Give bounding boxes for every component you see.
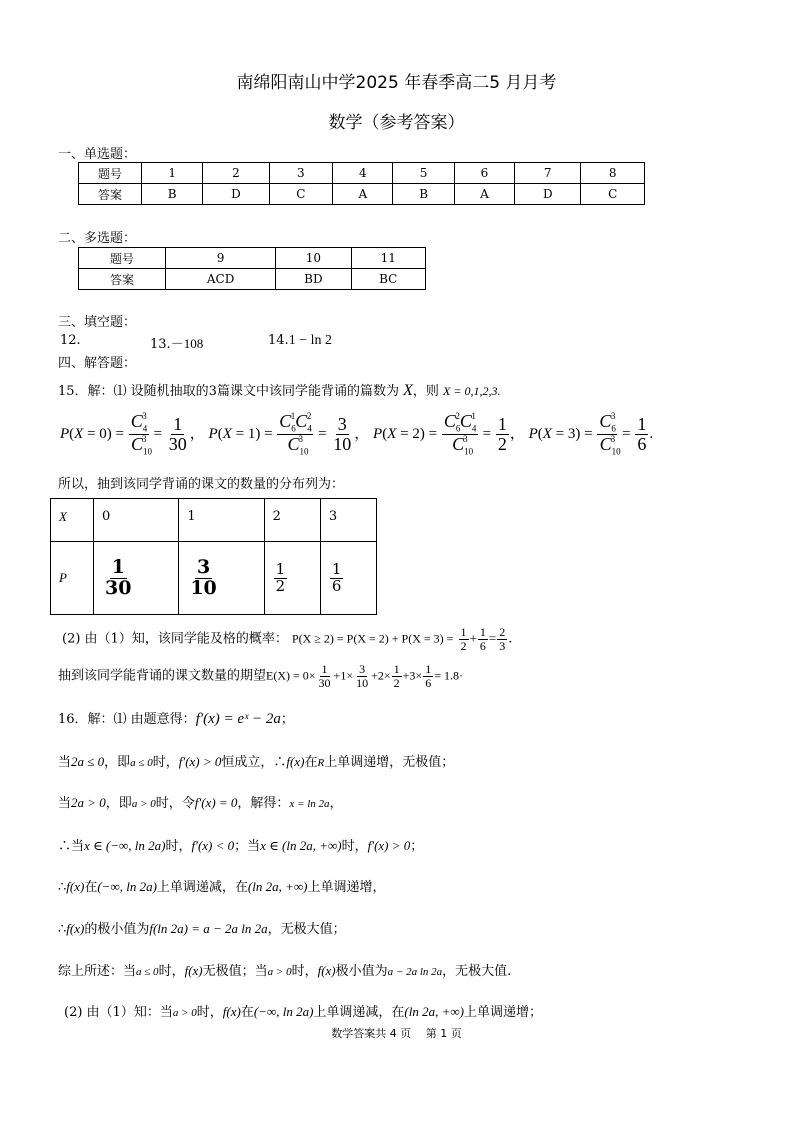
q16-text: ，无极大值. — [442, 964, 512, 979]
single-choice-table — [78, 162, 645, 205]
q15-part2-text: (2) 由（1）知，该同学能及格的概率： — [62, 631, 288, 647]
multi-choice-number: 10 — [276, 248, 351, 269]
single-choice-answer: C — [581, 184, 645, 205]
q16-text: 时， — [158, 964, 185, 979]
q16-math: f(ln 2a) = a − 2a ln 2a — [149, 921, 268, 936]
q16-line2 — [58, 751, 454, 770]
dist-p-num: 1 — [331, 559, 342, 578]
dist-x-value: 3 — [320, 499, 376, 542]
q16-text: ∴ — [58, 922, 67, 937]
q16-text: 上单调递增，无极值； — [324, 755, 455, 770]
single-choice-row1-label: 题号 — [79, 163, 142, 184]
q16-text: 上单调递减，在 — [156, 880, 248, 895]
q16-text: ∴当 — [58, 839, 85, 854]
single-choice-number: 5 — [393, 163, 454, 184]
q16-text: 时， — [196, 1005, 223, 1020]
q16-line5 — [58, 876, 386, 895]
q14-answer: 1 − ln 2 — [288, 333, 332, 348]
q16-math: R — [317, 757, 325, 769]
q16-text: ，无极大值； — [267, 922, 346, 937]
q15-distribution-table — [50, 498, 377, 615]
q16-math: x ∈ (ln 2a, +∞) — [260, 838, 342, 853]
q16-line7 — [58, 960, 511, 979]
multi-choice-number: 9 — [166, 248, 276, 269]
q16-text: (2) 由（1）知：当 — [64, 1005, 173, 1020]
q16-text: 当 — [58, 755, 72, 770]
single-choice-number: 3 — [269, 163, 333, 184]
q15-intro-var: X — [403, 382, 413, 399]
q16-math: f′(x) = 0 — [194, 795, 238, 810]
section-single-choice: 一、单选题： — [58, 147, 137, 162]
q16-math: x ∈ (−∞, ln 2a) — [84, 838, 166, 853]
multi-choice-answer: BC — [351, 269, 425, 290]
dist-p-cell — [264, 542, 320, 615]
q16-line6 — [58, 918, 346, 937]
q16-text: 上单调递增， — [307, 880, 386, 895]
q16-math: f(x) — [222, 1004, 241, 1019]
q16-math: (ln 2a, +∞) — [404, 1004, 464, 1019]
dist-p-den: 30 — [105, 576, 132, 599]
dist-p-cell — [94, 542, 179, 615]
multi-choice-table — [78, 247, 426, 290]
q16-text: 上单调递增； — [463, 1005, 542, 1020]
q16-line3 — [58, 792, 343, 811]
single-choice-answer: D — [515, 184, 581, 205]
q15-intro — [58, 380, 500, 400]
q16-text: 综上所述：当 — [58, 964, 137, 979]
section-solutions: 四、解答题： — [58, 356, 137, 371]
single-choice-number: 7 — [515, 163, 581, 184]
q15-probabilities: P(X = 0) = $\frac{C_4^3}{C_{10}^3}$ = $\frac{1}{30}$ ， P(X = 1) = $\frac{C_6^1C_4^2}{C_{10}^3}$ = $\frac{3}{10}$ ， P(X = 2) = $\frac{C_6^2C_4^1}{C_{10}^3}$ = $\frac{1}{2}$ ， P(X = 3) = $\frac{C_6^3}{C_{10}^3}$ = $\frac{1}{6}$ . — [60, 411, 654, 457]
q16-line1-end: ； — [280, 712, 294, 727]
q16-math: a − 2a ln 2a — [387, 966, 443, 978]
single-choice-row2-label: 答案 — [79, 184, 142, 205]
q15-intro-values: X = 0,1,2,3. — [443, 384, 501, 398]
q16-math: a > 0 — [131, 798, 156, 810]
section-fill-blank: 三、填空题： — [58, 315, 137, 330]
dist-x-label: X — [51, 499, 94, 542]
multi-choice-row2-label: 答案 — [79, 269, 166, 290]
multi-choice-answer: ACD — [166, 269, 276, 290]
q16-text: 无极值；当 — [202, 964, 268, 979]
dist-x-value: 0 — [94, 499, 179, 542]
q13-label: 13. — [150, 337, 171, 352]
dist-p-num: 1 — [275, 559, 286, 578]
q16-math: f′(x) < 0 — [191, 838, 235, 853]
single-choice-answer: C — [269, 184, 333, 205]
q16-math: 2a ≤ 0 — [71, 754, 105, 769]
q12-label: 12. — [60, 333, 81, 348]
q16-text: 时， — [165, 839, 192, 854]
q16-line4 — [58, 835, 423, 854]
q15-expect-text: 抽到该同学能背诵的课文数量的期望 — [58, 668, 267, 684]
q16-text: ；当 — [234, 839, 261, 854]
dist-x-value: 1 — [179, 499, 264, 542]
q16-text: 在 — [240, 1005, 254, 1020]
q16-text: ，即 — [105, 796, 132, 811]
dist-p-label: P — [51, 542, 94, 615]
q15-dist-intro: 所以，抽到该同学背诵的课文的数量的分布列为： — [58, 477, 345, 492]
q16-line1-formula: f′(x) = eˣ − 2a — [195, 711, 281, 727]
q16-line1 — [58, 708, 294, 728]
q13-answer: －108 — [170, 336, 204, 351]
dist-p-den: 2 — [275, 576, 286, 595]
q16-math: f(x) — [286, 754, 305, 769]
q16-text: 在 — [84, 880, 98, 895]
q15-part2-formula: P(X ≥ 2) = P(X = 2) + P(X = 3) = — [291, 631, 454, 646]
q15-expect-formula: E(X) = 0× — [266, 668, 316, 683]
q16-text: ； — [410, 839, 424, 854]
single-choice-number: 6 — [454, 163, 514, 184]
dist-p-cell — [179, 542, 264, 615]
q16-math: (−∞, ln 2a) — [97, 879, 157, 894]
q16-text: 的极小值为 — [84, 922, 150, 937]
q16-math: f(x) — [317, 963, 336, 978]
q13-answer-line — [150, 333, 203, 352]
q16-math: f′(x) > 0 — [178, 754, 222, 769]
q16-math: 2a > 0 — [71, 795, 106, 810]
dist-p-num: 1 — [111, 555, 125, 578]
page-footer: 数学答案共 4 页 第 1 页 — [331, 1027, 462, 1040]
q16-math: a ≤ 0 — [136, 966, 159, 978]
q16-text: 极小值为 — [335, 964, 388, 979]
multi-choice-number: 11 — [351, 248, 425, 269]
q16-text: 在 — [304, 755, 318, 770]
multi-choice-row1-label: 题号 — [79, 248, 166, 269]
single-choice-answer: B — [393, 184, 454, 205]
q16-math: f′(x) > 0 — [367, 838, 411, 853]
q16-text: 时， — [152, 755, 179, 770]
dist-p-den: 6 — [331, 576, 342, 595]
q15-expectation: 抽到该同学能背诵的课文数量的期望E(X) = 0× $\frac{1}{30}$ +1× $\frac{3}{10}$ +2× $\frac{1}{2}$ +3× $\frac{1}{6}$ = 1.8· — [58, 662, 463, 690]
single-choice-number: 8 — [581, 163, 645, 184]
q16-text: 上单调递减，在 — [313, 1005, 405, 1020]
q16-text: 当 — [58, 796, 72, 811]
q16-text: 时，令 — [155, 796, 195, 811]
single-choice-answer: A — [333, 184, 393, 205]
q16-math: f(x) — [66, 879, 85, 894]
q16-text: ， — [329, 796, 343, 811]
q16-math: f(x) — [66, 921, 85, 936]
q14-answer-line — [268, 333, 332, 349]
q16-math: a > 0 — [267, 966, 292, 978]
single-choice-answer: A — [454, 184, 514, 205]
q16-math: a ≤ 0 — [130, 757, 153, 769]
q16-math: a > 0 — [172, 1007, 197, 1019]
q14-label: 14. — [268, 333, 289, 348]
multi-choice-answer: BD — [276, 269, 351, 290]
q15-intro-then: ，则 — [412, 384, 439, 399]
single-choice-number: 2 — [203, 163, 269, 184]
q16-line1-label: 16．解：⑴ 由题意得： — [58, 712, 196, 727]
section-multi-choice: 二、多选题： — [58, 231, 137, 246]
page-title: 南绵阳南山中学2025 年春季高二5 月月考 — [236, 73, 557, 93]
dist-x-value: 2 — [264, 499, 320, 542]
single-choice-number: 4 — [333, 163, 393, 184]
q16-math: (−∞, ln 2a) — [253, 1004, 314, 1019]
single-choice-number: 1 — [142, 163, 203, 184]
q16-text: ，即 — [104, 755, 131, 770]
q16-text: 时， — [341, 839, 368, 854]
q16-math: (ln 2a, +∞) — [247, 879, 308, 894]
dist-p-num: 3 — [196, 555, 211, 578]
page-subtitle: 数学（参考答案） — [328, 113, 465, 133]
q15-part2: (2) 由（1）知，该同学能及格的概率： P(X ≥ 2) = P(X = 2) + P(X = 3) = $\frac{1}{2}$ + $\frac{1}{6}$ = $\frac{2}{3}$ . — [62, 625, 513, 653]
q16-line8 — [64, 1001, 542, 1020]
single-choice-answer: B — [142, 184, 203, 205]
q16-text: 恒成立，∴ — [221, 755, 287, 770]
q16-text: ∴ — [58, 880, 67, 895]
q16-text: ，解得： — [237, 796, 290, 811]
single-choice-answer: D — [203, 184, 269, 205]
q16-math: x = ln 2a — [289, 798, 330, 810]
q15-intro-label: 15．解：⑴ 设随机抽取的3篇课文中该同学能背诵的篇数为 — [58, 384, 399, 399]
q15-expect-result: = 1.8· — [434, 668, 463, 683]
q16-math: f(x) — [184, 963, 203, 978]
dist-p-den: 10 — [190, 576, 217, 599]
q16-text: 时， — [291, 964, 318, 979]
dist-p-cell — [320, 542, 376, 615]
